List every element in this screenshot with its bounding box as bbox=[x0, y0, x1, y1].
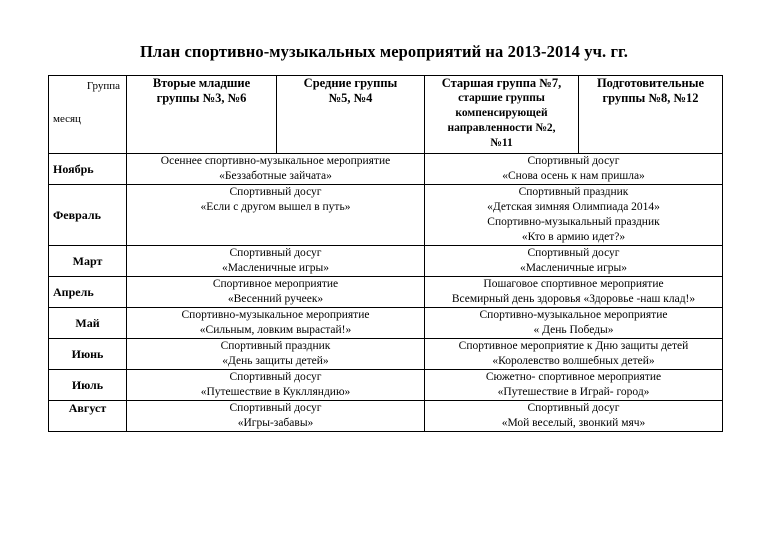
event-line: Спортивно-музыкальный праздник bbox=[487, 216, 660, 228]
event-line: Спортивно-музыкальное мероприятие bbox=[181, 309, 370, 321]
event-line: Спортивно-музыкальное мероприятие bbox=[479, 309, 668, 321]
senior-prep-event-cell bbox=[425, 246, 723, 277]
junior-middle-event-cell bbox=[127, 277, 425, 308]
junior-middle-event-cell bbox=[127, 308, 425, 339]
month-cell: Июль bbox=[49, 370, 127, 401]
header-col-junior bbox=[127, 76, 277, 154]
junior-middle-event-cell bbox=[127, 154, 425, 185]
corner-header-cell bbox=[49, 76, 127, 154]
header-col-senior-line: компенсирующей bbox=[455, 107, 548, 119]
senior-prep-event-cell bbox=[425, 277, 723, 308]
month-cell: Май bbox=[49, 308, 127, 339]
event-line: «Весенний ручеек» bbox=[227, 293, 324, 305]
table-header-row bbox=[49, 76, 723, 154]
event-line: «Королевство волшебных детей» bbox=[492, 355, 655, 367]
header-col-middle bbox=[277, 76, 425, 154]
event-line: «Путешествие в Играй- город» bbox=[497, 386, 650, 398]
month-cell: Февраль bbox=[49, 185, 127, 246]
month-cell: Август bbox=[49, 401, 127, 432]
junior-middle-event-cell bbox=[127, 401, 425, 432]
table-row bbox=[49, 246, 723, 277]
event-line: Спортивный досуг bbox=[229, 402, 322, 414]
header-col-preparatory bbox=[579, 76, 723, 154]
header-col-senior-line: Старшая группа №7, bbox=[441, 76, 562, 90]
table-row bbox=[49, 308, 723, 339]
header-col-preparatory-line: Подготовительные bbox=[596, 76, 705, 90]
junior-middle-event-cell bbox=[127, 370, 425, 401]
junior-middle-event-cell bbox=[127, 185, 425, 246]
junior-middle-event-cell bbox=[127, 246, 425, 277]
event-line: «Беззаботные зайчата» bbox=[219, 170, 332, 182]
table-row bbox=[49, 154, 723, 185]
events-table bbox=[48, 75, 723, 432]
senior-prep-event-cell bbox=[425, 154, 723, 185]
event-line: Спортивный досуг bbox=[229, 186, 322, 198]
event-line: Спортивный досуг bbox=[229, 247, 322, 259]
table-row bbox=[49, 339, 723, 370]
header-col-middle-line: Средние группы bbox=[303, 76, 398, 90]
event-line: « День Победы» bbox=[533, 324, 614, 336]
month-cell: Март bbox=[49, 246, 127, 277]
month-cell: Июнь bbox=[49, 339, 127, 370]
event-line: «Масленичные игры» bbox=[221, 262, 330, 274]
month-cell: Апрель bbox=[49, 277, 127, 308]
event-line: Пошаговое спортивное мероприятие bbox=[483, 278, 664, 290]
event-line: «Детская зимняя Олимпиада 2014» bbox=[487, 201, 660, 213]
event-line: «Мой веселый, звонкий мяч» bbox=[501, 417, 646, 429]
event-line: «Сильным, ловким вырастай!» bbox=[199, 324, 352, 336]
event-line: Спортивный досуг bbox=[229, 371, 322, 383]
event-line: Спортивный досуг bbox=[527, 247, 620, 259]
header-col-senior-line: №11 bbox=[490, 137, 513, 149]
header-col-junior-line: Вторые младшие bbox=[152, 76, 251, 90]
event-line: Осеннее спортивно-музыкальное мероприятие bbox=[160, 155, 391, 167]
page-title: План спортивно-музыкальных мероприятий на 2013-2014 уч. гг. bbox=[140, 42, 628, 61]
month-cell: Ноябрь bbox=[49, 154, 127, 185]
event-line: Спортивный досуг bbox=[527, 402, 620, 414]
senior-prep-event-cell bbox=[425, 339, 723, 370]
header-col-middle-line: №5, №4 bbox=[328, 91, 373, 105]
event-line: Спортивный досуг bbox=[527, 155, 620, 167]
header-col-senior bbox=[425, 76, 579, 154]
table-row bbox=[49, 185, 723, 246]
event-line: Всемирный день здоровья «Здоровье -наш клад!» bbox=[451, 293, 696, 305]
event-line: «Снова осень к нам пришла» bbox=[502, 170, 645, 182]
event-line: Спортивное мероприятие bbox=[212, 278, 339, 290]
table-row bbox=[49, 277, 723, 308]
header-col-senior-line: направленности №2, bbox=[447, 122, 556, 134]
header-col-junior-line: группы №3, №6 bbox=[156, 91, 247, 105]
event-line: «Масленичные игры» bbox=[519, 262, 628, 274]
event-line: «Игры-забавы» bbox=[237, 417, 314, 429]
event-line: Спортивный праздник bbox=[518, 186, 629, 198]
event-line: «Кто в армию идет?» bbox=[521, 231, 626, 243]
senior-prep-event-cell bbox=[425, 185, 723, 246]
table-row bbox=[49, 401, 723, 432]
header-col-senior-line: старшие группы bbox=[458, 92, 545, 104]
header-col-preparatory-line: группы №8, №12 bbox=[602, 91, 699, 105]
corner-month-label: месяц bbox=[53, 113, 81, 125]
event-line: Спортивное мероприятие к Дню защиты детей bbox=[458, 340, 689, 352]
corner-group-label: Группа bbox=[86, 80, 120, 92]
senior-prep-event-cell bbox=[425, 401, 723, 432]
senior-prep-event-cell bbox=[425, 308, 723, 339]
senior-prep-event-cell bbox=[425, 370, 723, 401]
event-line: Спортивный праздник bbox=[220, 340, 331, 352]
table-row bbox=[49, 370, 723, 401]
event-line: Сюжетно- спортивное мероприятие bbox=[485, 371, 662, 383]
junior-middle-event-cell bbox=[127, 339, 425, 370]
event-line: «Если с другом вышел в путь» bbox=[200, 201, 351, 213]
event-line: «Путешествие в Куклляндию» bbox=[200, 386, 351, 398]
event-line: «День защиты детей» bbox=[222, 355, 329, 367]
